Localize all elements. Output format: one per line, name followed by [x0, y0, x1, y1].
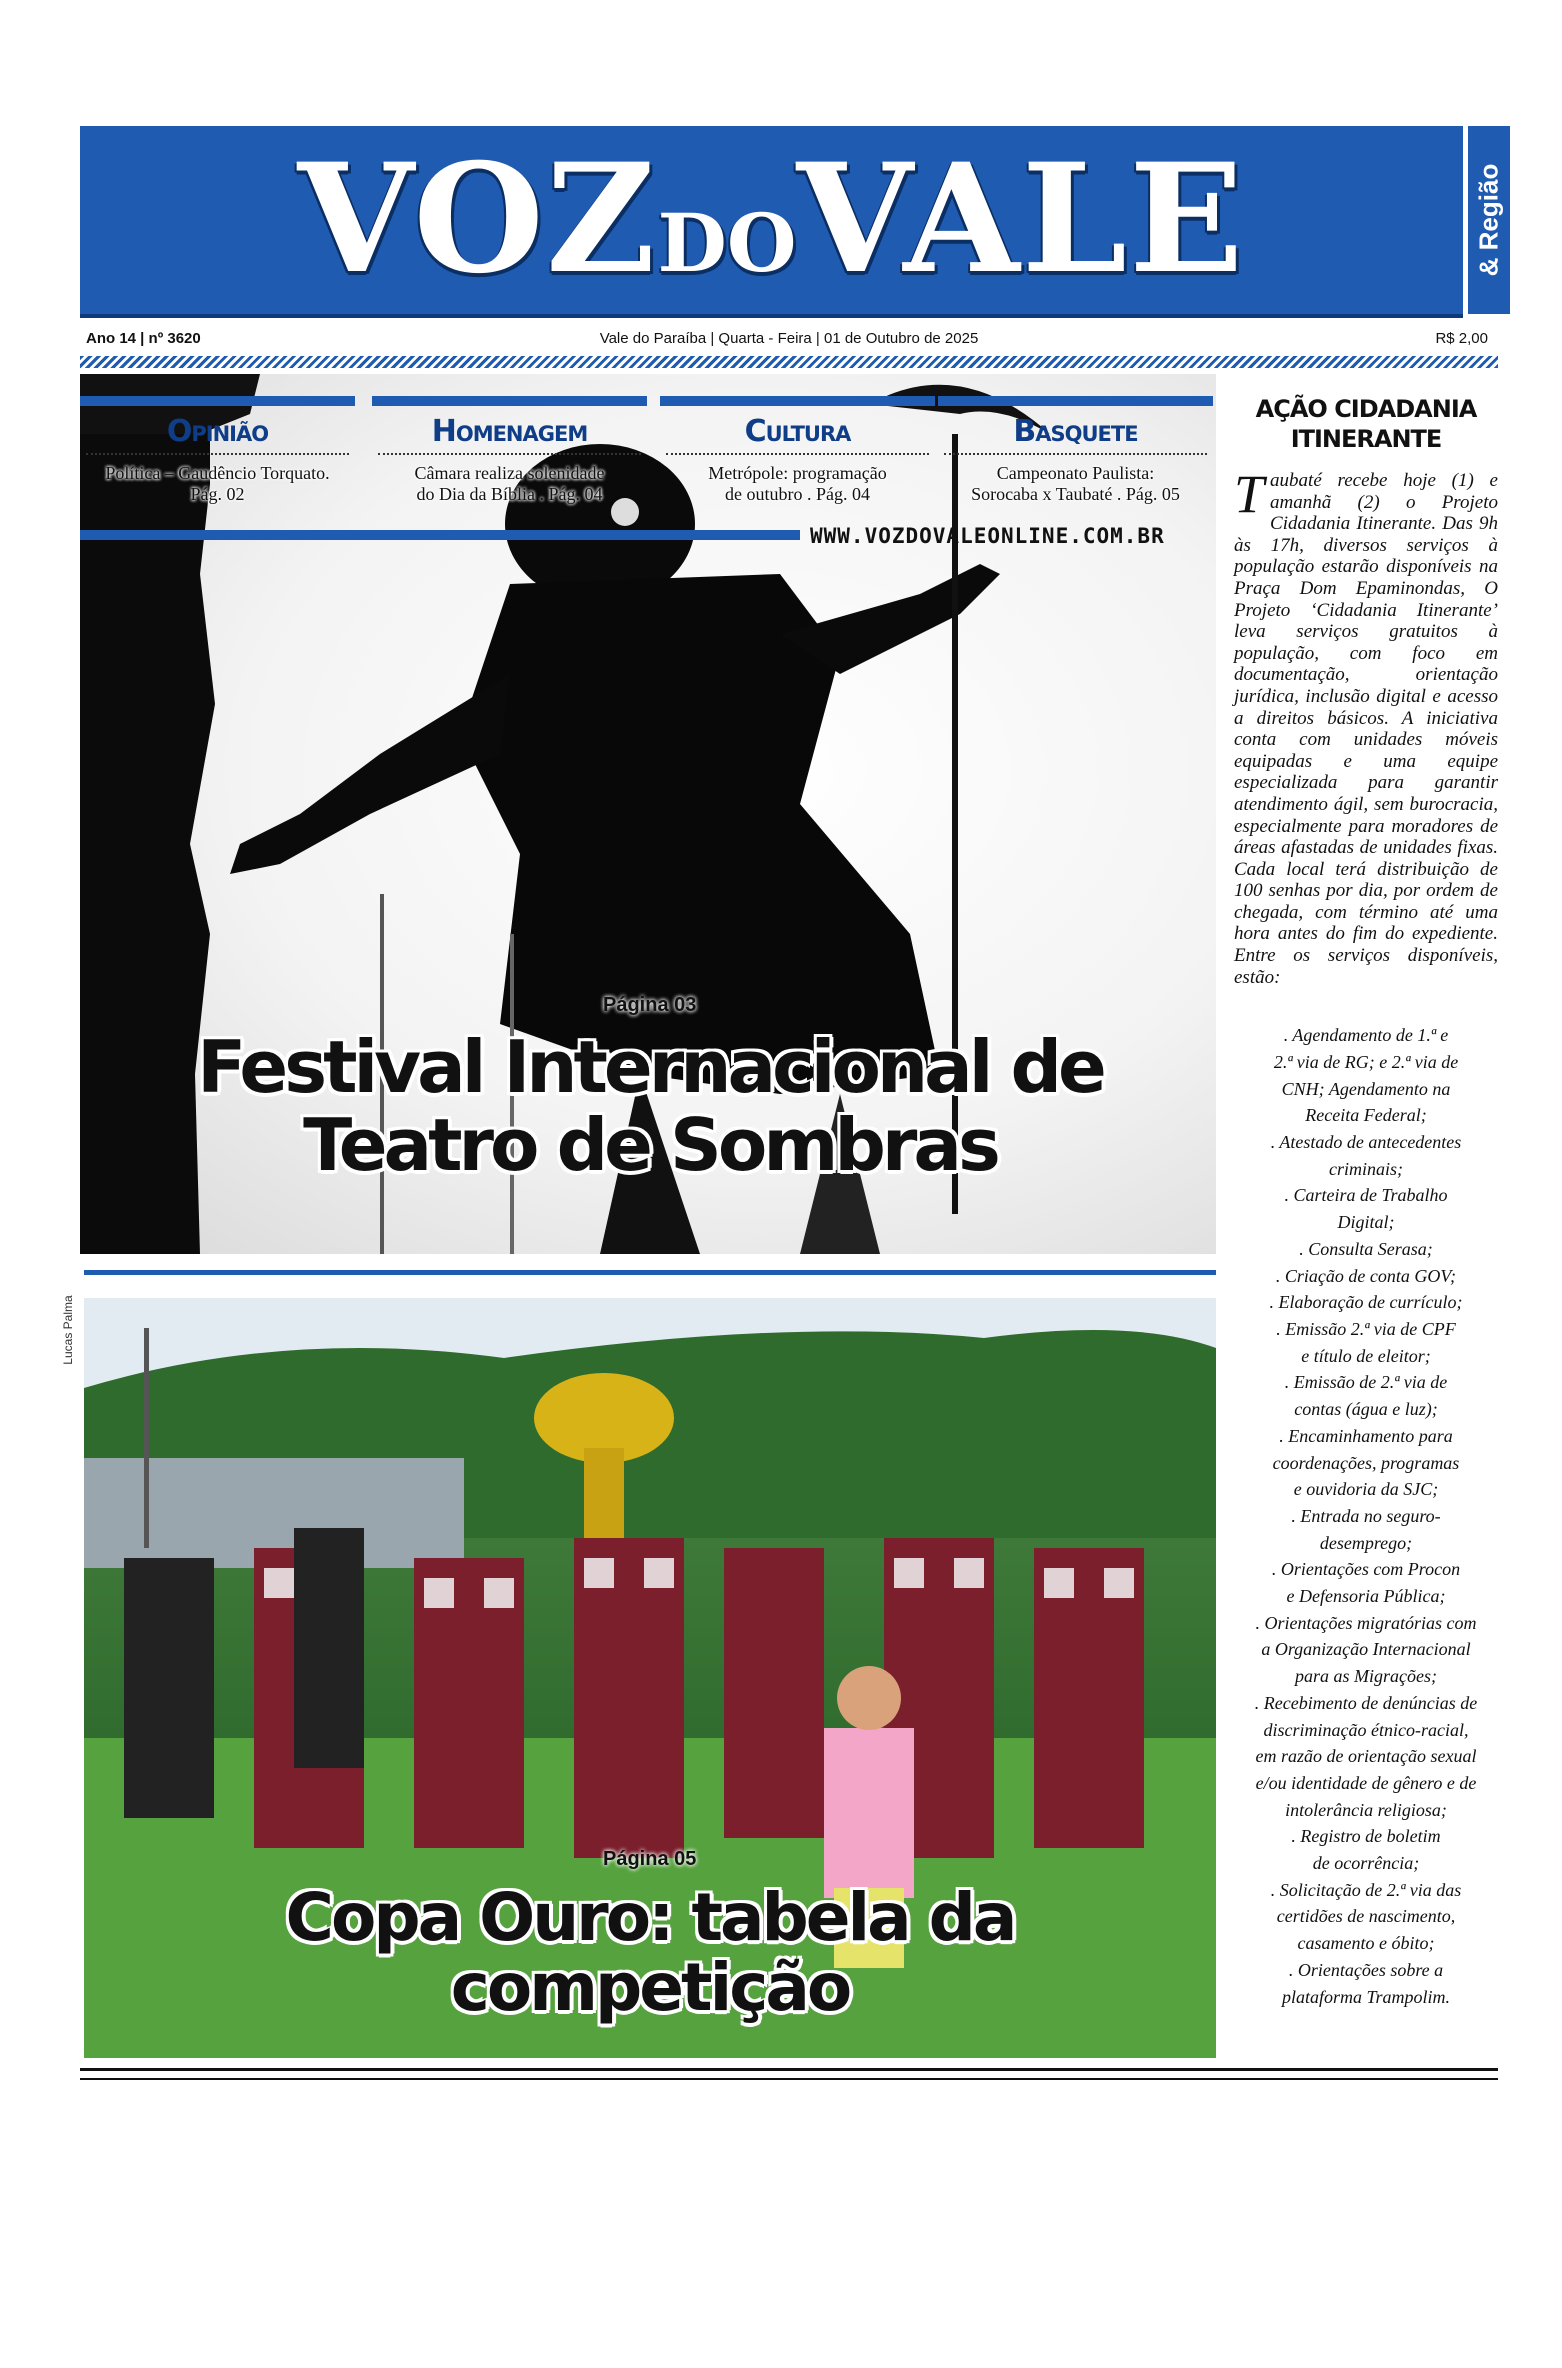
service-list-line: . Solicitação de 2.ª via das	[1270, 1879, 1462, 1900]
service-list-line: de ocorrência;	[1312, 1853, 1420, 1874]
service-list-line: contas (água e luz);	[1294, 1399, 1438, 1420]
service-list-line: Receita Federal;	[1305, 1105, 1427, 1126]
service-list-line: . Elaboração de currículo;	[1269, 1292, 1463, 1313]
section-name: Opinião	[166, 414, 269, 449]
service-list-line: . Orientações sobre a	[1288, 1959, 1444, 1980]
place-date: Vale do Paraíba | Quarta - Feira | 01 de Outubro de 2025	[599, 330, 979, 347]
service-list-line: . Recebimento de denúncias de	[1254, 1692, 1478, 1713]
service-list-line: intolerância religiosa;	[1285, 1799, 1447, 1820]
service-list-line: para as Migrações;	[1295, 1666, 1437, 1687]
sidebar-article	[1234, 394, 1498, 2010]
sidebar-body: Taubaté recebe hoje (1) e amanhã (2) o Projeto Cidadania Itinerante. Das 9h às 17h, diversos serviços à população estarão disponíveis na Praça Dom Epaminondas, O Projeto ‘Cidadania Itinerante’ leva serviços gratuitos à população, com foco em documentação, orientação jurídica, inclusão digital e acesso a direitos básicos. A iniciativa conta com unidades móveis equipadas e uma equipe especializada para garantir atendimento ágil, sem burocracia, especialmente para moradores de áreas afastadas de unidades fixas. Cada local terá distribuição de 100 senhas por dia, por ordem de chegada, com término até uma hora antes do fim do expediente. Entre os serviços disponíveis, estão:	[1234, 464, 1498, 988]
service-list-line: em razão de orientação sexual	[1255, 1746, 1477, 1767]
services-list	[1234, 1022, 1498, 2010]
service-list-line: . Entrada no seguro-	[1291, 1505, 1441, 1526]
service-list-line: certidões de nascimento,	[1276, 1906, 1456, 1927]
edition-number: Ano 14 | nº 3620	[86, 330, 201, 347]
photo-credit: Lucas Palma	[61, 1295, 75, 1365]
service-list-line: . Emissão de 2.ª via de	[1284, 1372, 1448, 1393]
service-list-line: CNH; Agendamento na	[1281, 1078, 1451, 1099]
section-desc: Metrópole: programação de outubro . Pág. 04	[708, 463, 887, 504]
service-list-line: . Carteira de Trabalho	[1284, 1185, 1448, 1206]
section-name: Cultura	[744, 414, 851, 449]
service-list-line: . Encaminhamento para	[1279, 1425, 1453, 1446]
story2-page-label: Página 05	[603, 1848, 697, 1870]
newspaper-title: VOZDOVALE	[297, 131, 1246, 307]
service-list-line: . Orientações com Procon	[1271, 1559, 1461, 1580]
story1-page-label: Página 03	[603, 994, 697, 1016]
service-list-line: e/ou identidade de gênero e de	[1255, 1772, 1477, 1793]
service-list-line: . Registro de boletim	[1291, 1826, 1441, 1847]
regiao-tab: & Região	[1465, 126, 1510, 314]
story1-headline[interactable]: Festival Internacional de Teatro de Sombras	[197, 1025, 1103, 1187]
sidebar-title[interactable]: AÇÃO CIDADANIA ITINERANTE	[1255, 395, 1477, 453]
service-list-line: coordenações, programas	[1272, 1452, 1460, 1473]
service-list-line: desemprego;	[1319, 1532, 1413, 1553]
drop-cap: T	[1234, 464, 1265, 524]
section-basquete[interactable]	[938, 396, 1213, 505]
service-list-line: . Agendamento de 1.ª e	[1283, 1025, 1449, 1046]
service-list-line: . Emissão 2.ª via de CPF	[1276, 1318, 1456, 1339]
section-cultura[interactable]	[660, 396, 935, 505]
blue-strip	[80, 530, 800, 540]
section-opiniao[interactable]	[80, 396, 355, 505]
date-bar	[80, 326, 1498, 354]
section-homenagem[interactable]	[372, 396, 647, 505]
bottom-rule	[80, 2068, 1498, 2080]
service-list-line: . Orientações migratórias com	[1255, 1612, 1477, 1633]
section-name: Homenagem	[431, 414, 588, 449]
service-list-line: plataforma Trampolim.	[1281, 1986, 1451, 2007]
section-desc: Política – Gaudêncio Torquato. Pág. 02	[105, 463, 330, 504]
service-list-line: 2.ª via de RG; e 2.ª via de	[1273, 1051, 1459, 1072]
hatch-divider	[80, 356, 1498, 368]
service-list-line: e Defensoria Pública;	[1286, 1586, 1446, 1607]
section-desc: Câmara realiza solenidade do Dia da Bíblia . Pág. 04	[414, 463, 605, 504]
service-list-line: Digital;	[1337, 1212, 1395, 1233]
price: R$ 2,00	[1435, 330, 1488, 347]
masthead	[80, 126, 1463, 318]
section-divider	[84, 1270, 1216, 1275]
service-list-line: e título de eleitor;	[1301, 1345, 1431, 1366]
section-name: Basquete	[1013, 414, 1138, 449]
service-list-line: a Organização Internacional	[1261, 1639, 1471, 1660]
service-list-line: . Atestado de antecedentes	[1270, 1132, 1462, 1153]
service-list-line: e ouvidoria da SJC;	[1293, 1479, 1439, 1500]
section-desc: Campeonato Paulista: Sorocaba x Taubaté . Pág. 05	[971, 463, 1180, 504]
site-url[interactable]: WWW.VOZDOVALEONLINE.COM.BR	[810, 524, 1165, 548]
service-list-line: . Criação de conta GOV;	[1275, 1265, 1457, 1286]
service-list-line: discriminação étnico-racial,	[1263, 1719, 1469, 1740]
story2-headline[interactable]: Copa Ouro: tabela da competição	[285, 1879, 1015, 2026]
service-list-line: criminais;	[1329, 1158, 1403, 1179]
service-list-line: casamento e óbito;	[1297, 1933, 1435, 1954]
service-list-line: . Consulta Serasa;	[1299, 1238, 1433, 1259]
